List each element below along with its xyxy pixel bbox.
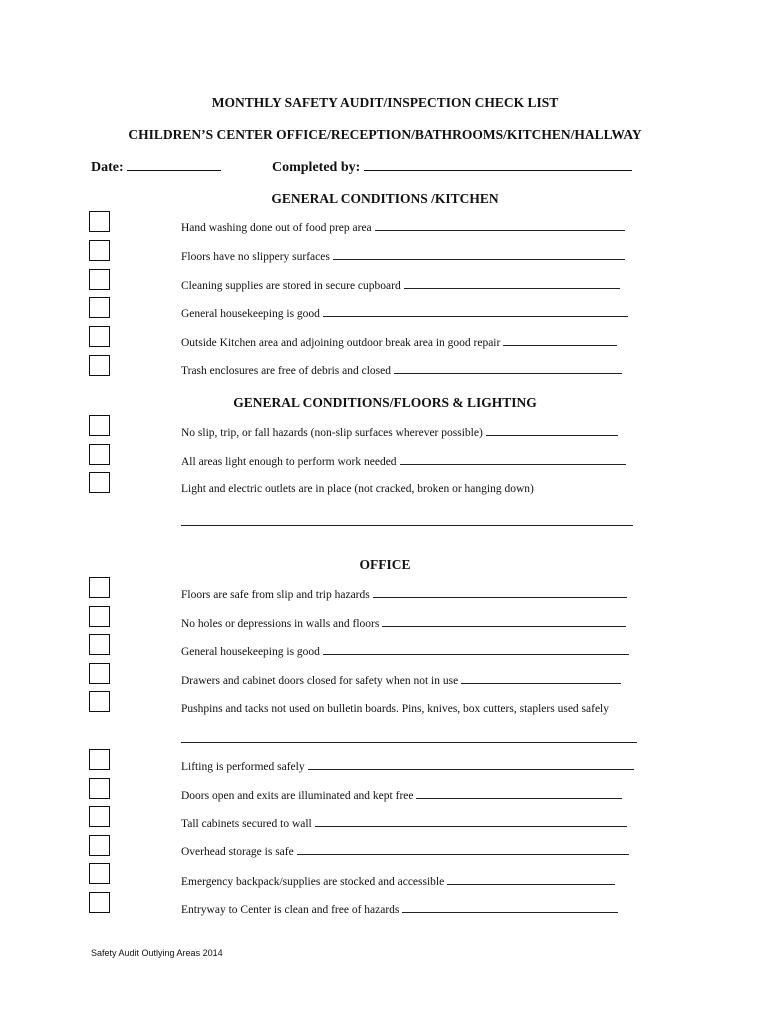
checklist-item	[181, 455, 626, 469]
checklist-item	[181, 336, 617, 350]
answer-line[interactable]	[308, 760, 634, 770]
page-subtitle: CHILDREN’S CENTER OFFICE/RECEPTION/BATHROOMS/KITCHEN/HALLWAY	[128, 127, 642, 142]
section-heading-floors-lighting: GENERAL CONDITIONS/FLOORS & LIGHTING	[233, 395, 537, 410]
checklist-item-label: General housekeeping is good	[181, 646, 320, 658]
answer-line[interactable]	[394, 364, 622, 374]
checklist-item-label: Doors open and exits are illuminated and kept free	[181, 790, 414, 802]
completed-by-label: Completed by:	[272, 160, 361, 175]
checkbox[interactable]	[89, 863, 110, 884]
checklist-item	[181, 702, 609, 716]
section-heading-kitchen: GENERAL CONDITIONS /KITCHEN	[271, 191, 499, 206]
checklist-item-label: All areas light enough to perform work needed	[181, 456, 397, 468]
completed-by-field[interactable]	[364, 157, 632, 171]
checklist-item-label: No holes or depressions in walls and floors	[181, 618, 380, 630]
checklist-item-label: Outside Kitchen area and adjoining outdoor break area in good repair	[181, 337, 501, 349]
checkbox[interactable]	[89, 472, 110, 493]
checklist-item	[181, 903, 618, 917]
checklist-item	[181, 617, 626, 631]
section-heading-office: OFFICE	[359, 557, 411, 572]
checkbox[interactable]	[89, 240, 110, 261]
checkbox[interactable]	[89, 806, 110, 827]
completed-by-group	[272, 157, 632, 176]
checklist-item-label: General housekeeping is good	[181, 308, 320, 320]
answer-line[interactable]	[400, 455, 626, 465]
checkbox[interactable]	[89, 691, 110, 712]
checklist-item	[181, 221, 625, 235]
checklist-item-label: Floors have no slippery surfaces	[181, 251, 330, 263]
checklist-item	[181, 250, 625, 264]
answer-line[interactable]	[315, 817, 627, 827]
checklist-item	[181, 364, 622, 378]
answer-line[interactable]	[416, 789, 622, 799]
checkbox[interactable]	[89, 663, 110, 684]
checklist-item-label: Entryway to Center is clean and free of hazards	[181, 904, 400, 916]
checklist-item-label: Emergency backpack/supplies are stocked and accessible	[181, 876, 445, 888]
checklist-item-label: Light and electric outlets are in place (not cracked, broken or hanging down)	[181, 483, 534, 495]
checklist-item	[181, 817, 627, 831]
checklist-item-label: Floors are safe from slip and trip hazards	[181, 589, 370, 601]
page-title: MONTHLY SAFETY AUDIT/INSPECTION CHECK LIST	[211, 95, 559, 110]
answer-line[interactable]	[404, 279, 620, 289]
checkbox[interactable]	[89, 749, 110, 770]
checklist-item	[181, 645, 629, 659]
answer-line[interactable]	[181, 742, 637, 743]
checklist-item-label: Overhead storage is safe	[181, 846, 294, 858]
checklist-item	[181, 845, 629, 859]
answer-line[interactable]	[447, 875, 615, 885]
answer-line[interactable]	[323, 645, 629, 655]
answer-line[interactable]	[375, 221, 625, 231]
checkbox[interactable]	[89, 892, 110, 913]
checklist-item-label: Hand washing done out of food prep area	[181, 222, 372, 234]
date-completed-line	[91, 157, 361, 176]
answer-line[interactable]	[402, 903, 618, 913]
checklist-item	[181, 674, 621, 688]
answer-line[interactable]	[503, 336, 617, 346]
answer-line[interactable]	[382, 617, 626, 627]
checklist-item	[181, 875, 615, 889]
answer-line[interactable]	[486, 426, 618, 436]
answer-line[interactable]	[333, 250, 625, 260]
checklist-item-label: Tall cabinets secured to wall	[181, 818, 312, 830]
checklist-item-label: No slip, trip, or fall hazards (non-slip surfaces wherever possible)	[181, 427, 483, 439]
answer-line[interactable]	[323, 307, 628, 317]
page-footer: Safety Audit Outlying Areas 2014	[91, 948, 223, 958]
checklist-item	[181, 307, 628, 321]
answer-line[interactable]	[461, 674, 621, 684]
checkbox[interactable]	[89, 778, 110, 799]
checklist-item	[181, 279, 620, 293]
date-label: Date:	[91, 160, 124, 175]
checklist-item	[181, 789, 622, 803]
checklist-item-label: Cleaning supplies are stored in secure cupboard	[181, 280, 401, 292]
checklist-item-label: Lifting is performed safely	[181, 761, 305, 773]
checklist-item	[181, 588, 627, 602]
answer-line[interactable]	[181, 525, 633, 526]
checklist-item	[181, 482, 534, 496]
checkbox[interactable]	[89, 211, 110, 232]
checkbox[interactable]	[89, 606, 110, 627]
checklist-item-label: Pushpins and tacks not used on bulletin boards. Pins, knives, box cutters, staplers used safely	[181, 703, 610, 715]
answer-line[interactable]	[297, 845, 629, 855]
checklist-item	[181, 760, 634, 774]
checkbox[interactable]	[89, 269, 110, 290]
checkbox[interactable]	[89, 577, 110, 598]
checkbox[interactable]	[89, 326, 110, 347]
checkbox[interactable]	[89, 444, 110, 465]
checklist-item-label: Trash enclosures are free of debris and closed	[181, 365, 392, 377]
checkbox[interactable]	[89, 415, 110, 436]
answer-line[interactable]	[373, 588, 627, 598]
date-field[interactable]	[127, 157, 221, 171]
checkbox[interactable]	[89, 634, 110, 655]
checkbox[interactable]	[89, 297, 110, 318]
checklist-item	[181, 426, 618, 440]
checkbox[interactable]	[89, 355, 110, 376]
checkbox[interactable]	[89, 835, 110, 856]
checklist-item-label: Drawers and cabinet doors closed for safety when not in use	[181, 675, 459, 687]
